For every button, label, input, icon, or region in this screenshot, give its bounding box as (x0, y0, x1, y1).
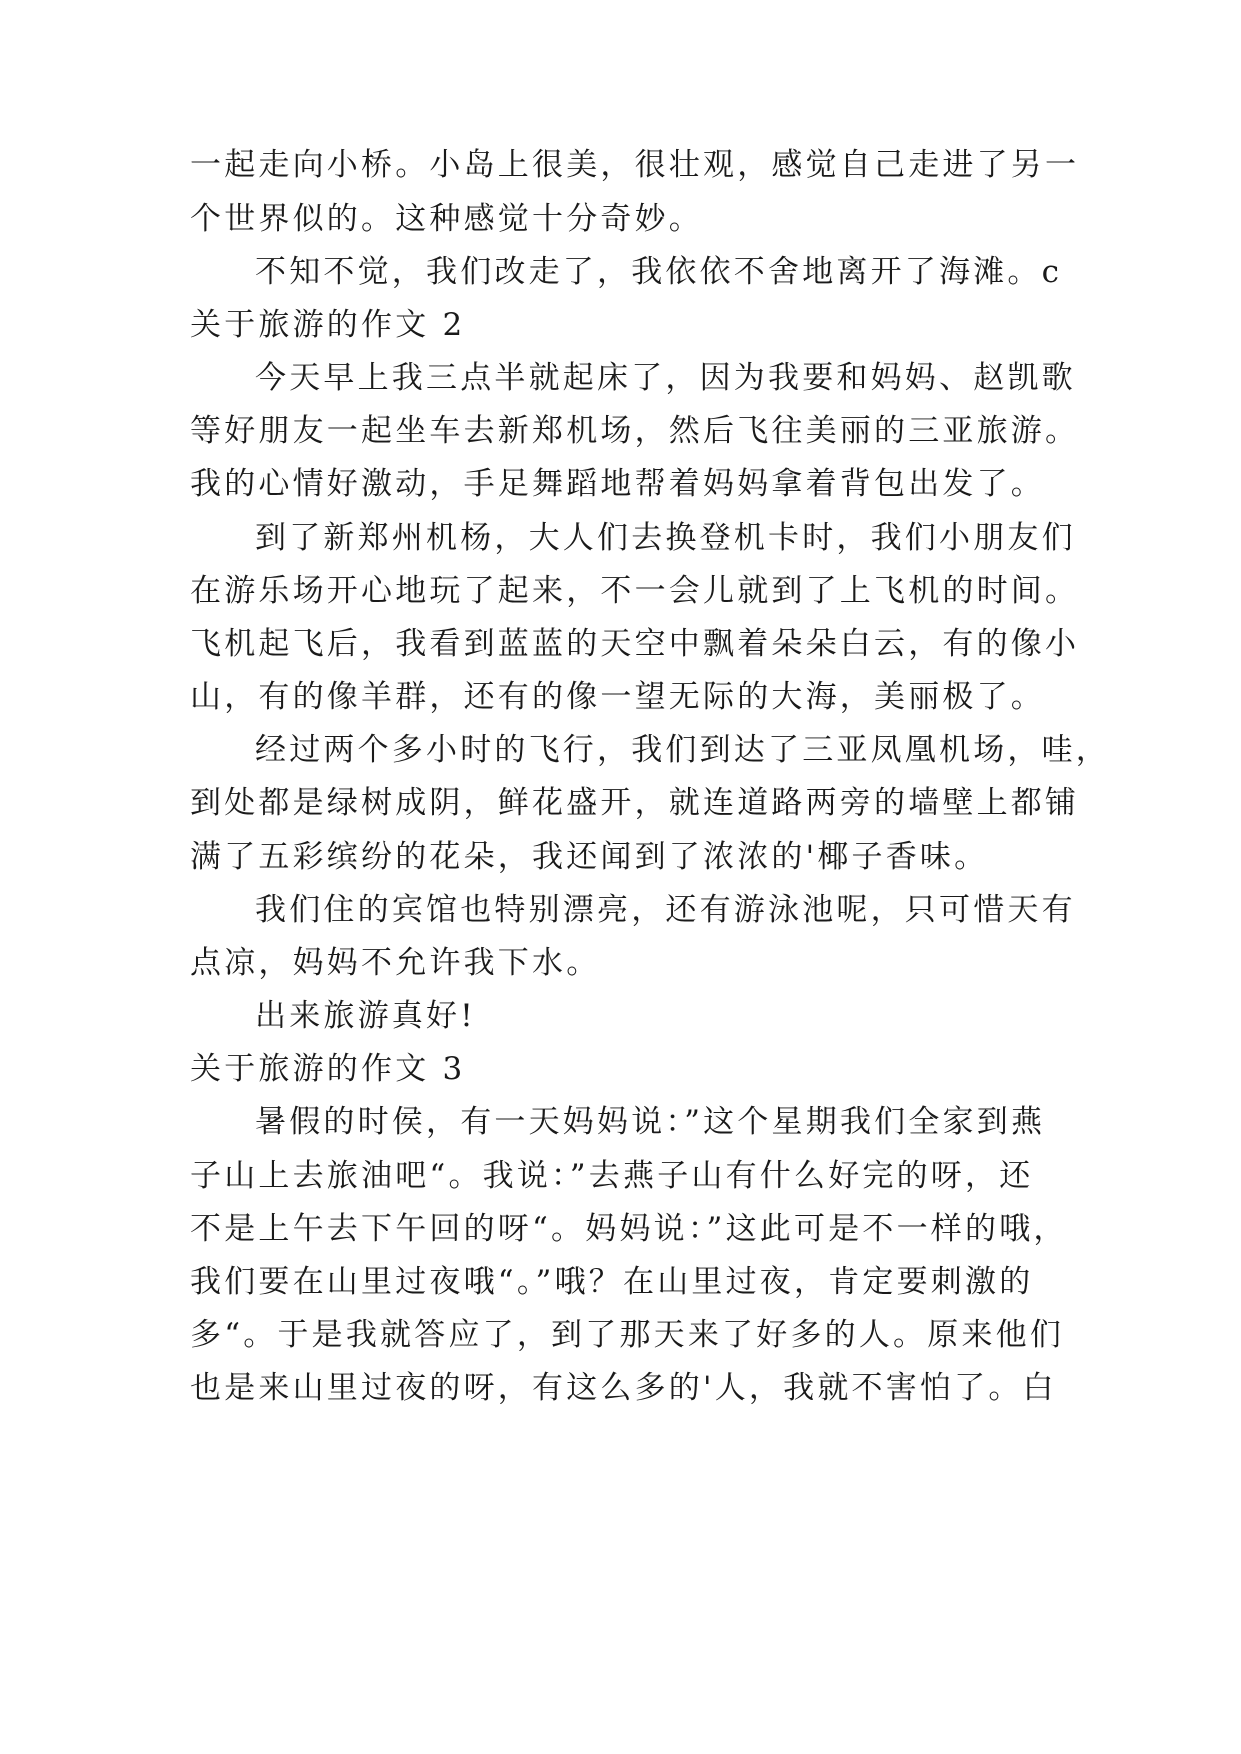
text-line: 等好朋友一起坐车去新郑机场，然后飞往美丽的三亚旅游。 (190, 413, 1080, 449)
text-line: 不是上午去下午回的呀“。妈妈说：”这此可是不一样的哦， (190, 1211, 1068, 1247)
text-line: 我们住的宾馆也特别漂亮，还有游泳池呢，只可惜天有 (255, 892, 1076, 928)
text-line: 到处都是绿树成阴，鲜花盛开，就连道路两旁的墙壁上都铺 (190, 785, 1080, 821)
section-heading: 关于旅游的作文 3 (190, 1051, 466, 1087)
text-line: 在游乐场开心地玩了起来，不一会儿就到了上飞机的时间。 (190, 573, 1080, 609)
section-heading: 关于旅游的作文 2 (190, 307, 466, 343)
text-line: 多“。于是我就答应了，到了那天来了好多的人。原来他们 (190, 1317, 1065, 1353)
text-line: 我们要在山里过夜哦“。”哦？在山里过夜，肯定要刺激的 (190, 1264, 1034, 1300)
text-line: 暑假的时侯，有一天妈妈说：”这个星期我们全家到燕 (255, 1104, 1046, 1140)
text-line: 今天早上我三点半就起床了，因为我要和妈妈、赵凯歌 (255, 360, 1076, 396)
text-line: 满了五彩缤纷的花朵，我还闻到了浓浓的'椰子香味。 (190, 839, 989, 875)
text-line: 飞机起飞后，我看到蓝蓝的天空中飘着朵朵白云，有的像小 (190, 626, 1080, 662)
text-line: 也是来山里过夜的呀，有这么多的'人，我就不害怕了。白 (190, 1370, 1057, 1406)
text-line: 山，有的像羊群，还有的像一望无际的大海，美丽极了。 (190, 679, 1045, 715)
text-line: 一起走向小桥。小岛上很美，很壮观，感觉自己走进了另一 (190, 147, 1080, 183)
text-line: 经过两个多小时的飞行，我们到达了三亚凤凰机场，哇， (255, 732, 1110, 768)
text-line: 不知不觉，我们改走了，我依依不舍地离开了海滩。c (255, 254, 1063, 290)
text-line: 我的心情好激动，手足舞蹈地帮着妈妈拿着背包出发了。 (190, 466, 1045, 502)
text-line: 到了新郑州机杨，大人们去换登机卡时，我们小朋友们 (255, 520, 1076, 556)
text-line: 点凉，妈妈不允许我下水。 (190, 945, 601, 981)
text-line: 出来旅游真好! (255, 998, 476, 1034)
text-line: 个世界似的。这种感觉十分奇妙。 (190, 201, 703, 237)
text-line: 子山上去旅油吧“。我说：”去燕子山有什么好完的呀，还 (190, 1158, 1034, 1194)
